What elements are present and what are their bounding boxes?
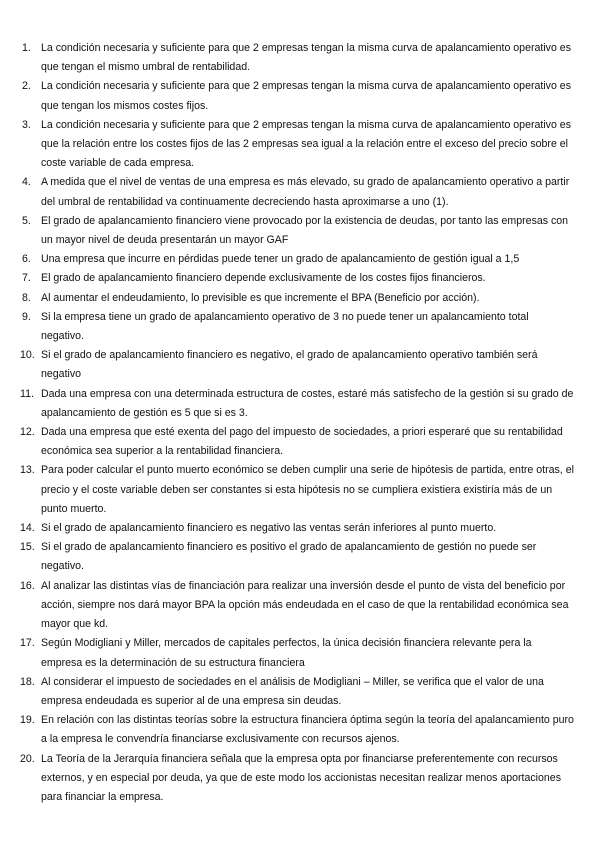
- item-number: 16.: [20, 579, 35, 592]
- item-number: 12.: [20, 426, 35, 439]
- item-text: Al analizar las distintas vías de financiación para realizar una inversión desde el punto de vista del beneficio por acción, siempre nos dará mayor BPA la opción más endeudada en el caso de que la rentabilidad económica sea mayor que kd.: [41, 579, 569, 631]
- list-item: [22, 173, 574, 211]
- item-text: La condición necesaria y suficiente para que 2 empresas tengan la misma curva de apalancamiento operativo es que tengan el mismo umbral de rentabilidad.: [41, 42, 571, 74]
- list-item: [22, 212, 574, 250]
- list-item: [22, 711, 574, 749]
- item-text: Si la empresa tiene un grado de apalancamiento operativo de 3 no puede tener un apalancamiento total negativo.: [41, 310, 529, 343]
- list-item: [22, 673, 574, 711]
- item-number: 3.: [22, 118, 31, 131]
- item-number: 19.: [20, 714, 35, 727]
- item-number: 20.: [20, 752, 35, 765]
- list-item: [22, 39, 574, 77]
- list-item: [22, 750, 574, 808]
- item-text: Para poder calcular el punto muerto económico se deben cumplir una serie de hipótesis de partida, entre otras, el precio y el coste variable deben ser constantes si esta hipótesis no se cumpliera existiera existiría más de un punto muerto.: [41, 464, 574, 515]
- item-number: 7.: [22, 272, 31, 285]
- item-text: Según Modigliani y Miller, mercados de capitales perfectos, la única decisión financiera relevante pera la empresa es la determinación de su estructura financiera: [41, 637, 532, 669]
- item-text: La condición necesaria y suficiente para que 2 empresas tengan la misma curva de apalancamiento operativo es que la relación entre los costes fijos de las 2 empresas sea igual a la relación entre el exceso del precio sobre el coste variable de cada empresa.: [41, 118, 571, 170]
- item-number: 1.: [22, 42, 31, 54]
- statement-list: [22, 39, 574, 807]
- item-text: Si el grado de apalancamiento financiero es negativo, el grado de apalancamiento operativo también será negativo: [41, 349, 538, 381]
- item-text: Dada una empresa que esté exenta del pago del impuesto de sociedades, a priori esperaré que su rentabilidad económica sea superior a la rentabilidad financiera.: [41, 426, 563, 458]
- item-number: 17.: [20, 637, 35, 650]
- item-text: Dada una empresa con una determinada estructura de costes, estaré más satisfecho de la gestión si su grado de apalancamiento de gestión es 5 que si es 3.: [41, 387, 574, 419]
- list-item: [22, 308, 574, 346]
- item-text: Al aumentar el endeudamiento, lo previsible es que incremente el BPA (Beneficio por acción).: [41, 291, 480, 304]
- item-number: 9.: [22, 310, 31, 323]
- item-text: La Teoría de la Jerarquía financiera señala que la empresa opta por financiarse preferentemente con recursos externos, y en especial por deuda, ya que de este modo los accionistas necesitan realizar menos aportaciones para financiar la empresa.: [41, 752, 561, 803]
- list-item: [22, 250, 574, 269]
- list-item: [22, 577, 574, 635]
- item-text: Al considerar el impuesto de sociedades en el análisis de Modigliani – Miller, se verifica que el valor de una empresa endeudada es superior al de una empresa sin deudas.: [41, 675, 544, 707]
- item-text: Si el grado de apalancamiento financiero es negativo las ventas serán inferiores al punto muerto.: [41, 522, 497, 535]
- list-item: [22, 289, 574, 308]
- list-item: [22, 519, 574, 538]
- item-number: 14.: [20, 522, 35, 535]
- list-item: [22, 634, 574, 672]
- item-number: 13.: [20, 464, 35, 477]
- item-text: La condición necesaria y suficiente para que 2 empresas tengan la misma curva de apalancamiento operativo es que tengan los mismos costes fijos.: [41, 80, 571, 112]
- list-item: [22, 77, 574, 115]
- list-item: [22, 461, 574, 519]
- item-number: 4.: [22, 176, 31, 189]
- item-text: El grado de apalancamiento financiero viene provocado por la existencia de deudas, por tanto las empresas con un mayor nivel de deuda presentarán un mayor GAF: [41, 214, 569, 247]
- item-text: A medida que el nivel de ventas de una empresa es más elevado, su grado de apalancamiento operativo a partir del umbral de rentabilidad va continuamente decreciendo hasta aproximarse a uno (1).: [41, 176, 570, 208]
- item-number: 5.: [22, 214, 31, 227]
- item-text: Una empresa que incurre en pérdidas puede tener un grado de apalancamiento de gestión igual a 1,5: [41, 253, 520, 266]
- item-number: 11.: [20, 387, 34, 400]
- list-item: [22, 346, 574, 384]
- item-text: El grado de apalancamiento financiero depende exclusivamente de los costes fijos financieros.: [41, 272, 486, 285]
- item-number: 18.: [20, 675, 35, 688]
- item-number: 6.: [22, 253, 31, 266]
- item-text: Si el grado de apalancamiento financiero es positivo el grado de apalancamiento de gestión no puede ser negativo.: [41, 541, 537, 573]
- list-item: [22, 538, 574, 576]
- list-item: [22, 385, 574, 423]
- item-text: En relación con las distintas teorías sobre la estructura financiera óptima según la teoría del apalancamiento puro a la empresa le convendría financiarse exclusivamente con recursos ajenos.: [41, 714, 574, 746]
- list-item: [22, 423, 574, 461]
- item-number: 2.: [22, 80, 31, 93]
- item-number: 8.: [22, 291, 31, 304]
- item-number: 15.: [20, 541, 35, 554]
- list-item: [22, 269, 574, 288]
- list-item: [22, 116, 574, 174]
- item-number: 10.: [20, 349, 35, 362]
